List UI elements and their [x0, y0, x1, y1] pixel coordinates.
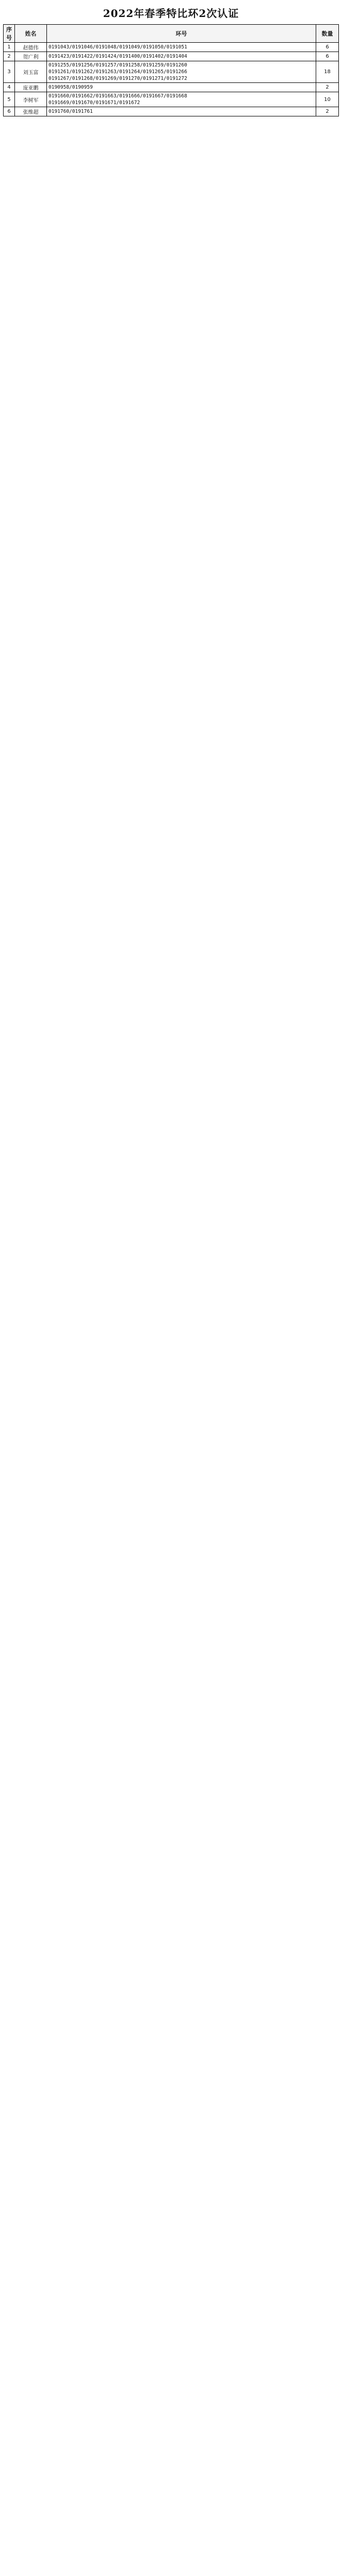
ring-numbers [47, 92, 316, 107]
ring-number-line: 0190958/0190959 [48, 84, 93, 90]
table-row [4, 43, 339, 52]
owner-name: 李树军 [15, 92, 47, 107]
column-header-count: 数量 [316, 25, 339, 43]
ring-number-line: 0191255/0191256/0191257/0191258/0191259/0191260 [48, 62, 187, 68]
row-index: 1 [4, 43, 15, 52]
table-row [4, 92, 339, 107]
ring-certification-table [3, 24, 339, 116]
ring-numbers [47, 61, 316, 83]
owner-name: 刘玉富 [15, 61, 47, 83]
ring-numbers [47, 43, 316, 52]
table-row [4, 83, 339, 92]
table-header-row [4, 25, 339, 43]
table-row [4, 52, 339, 61]
owner-name: 庞亚鹏 [15, 83, 47, 92]
row-index: 6 [4, 107, 15, 116]
owner-name: 赵德伟 [15, 43, 47, 52]
row-index: 5 [4, 92, 15, 107]
ring-number-line: 0191669/0191670/0191671/0191672 [48, 100, 140, 106]
row-index: 3 [4, 61, 15, 83]
ring-count: 6 [316, 43, 339, 52]
table-body [4, 43, 339, 116]
table-row [4, 107, 339, 116]
ring-number-line: 0191267/0191268/0191269/0191270/0191271/0191272 [48, 76, 187, 81]
ring-count: 2 [316, 83, 339, 92]
ring-number-line: 0191261/0191262/0191263/0191264/0191265/0191266 [48, 69, 187, 75]
ring-numbers [47, 52, 316, 61]
owner-name: 张维超 [15, 107, 47, 116]
ring-numbers [47, 107, 316, 116]
document-title: 2022年春季特比环2次认证 [103, 7, 239, 20]
ring-number-line: 0191760/0191761 [48, 109, 93, 114]
ring-count: 2 [316, 107, 339, 116]
ring-count: 10 [316, 92, 339, 107]
table-row [4, 61, 339, 83]
ring-count: 6 [316, 52, 339, 61]
ring-count: 18 [316, 61, 339, 83]
ring-number-line: 0191043/0191046/0191048/0191049/0191050/0191051 [48, 44, 187, 50]
ring-number-line: 0191660/0191662/0191663/0191666/0191667/0191668 [48, 93, 187, 99]
row-index: 4 [4, 83, 15, 92]
owner-name: 贺广利 [15, 52, 47, 61]
ring-number-line: 0191423/0191422/0191424/0191400/0191402/0191404 [48, 54, 187, 59]
column-header-index: 序号 [4, 25, 15, 43]
row-index: 2 [4, 52, 15, 61]
column-header-name: 姓名 [15, 25, 47, 43]
column-header-rings: 环号 [47, 25, 316, 43]
document-page [0, 0, 342, 122]
ring-numbers [47, 83, 316, 92]
